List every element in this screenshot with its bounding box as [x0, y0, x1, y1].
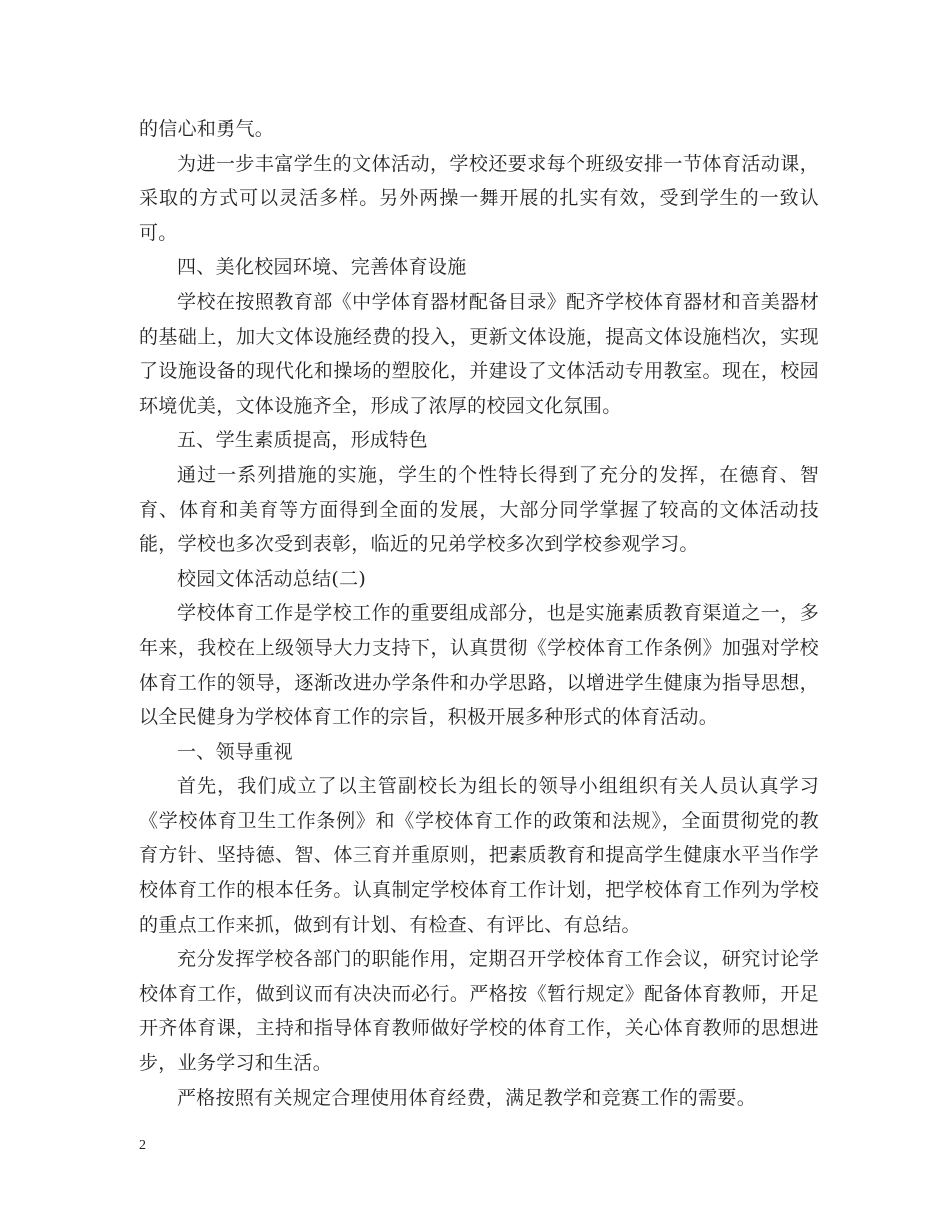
paragraph: 通过一系列措施的实施，学生的个性特长得到了充分的发挥，在德育、智育、体育和美育等方面得到全面的发展，大部分同学掌握了较高的文体活动技能，学校也多次受到表彰，临近的兄弟学校多次到学校参观学习。 — [139, 463, 819, 556]
document-subtitle: 校园文体活动总结(二) — [177, 567, 367, 590]
paragraph: 充分发挥学校各部门的职能作用，定期召开学校体育工作会议，研究讨论学校体育工作，做到议而有决决而必行。严格按《暂行规定》配备体育教师，开足开齐体育课，主持和指导体育教师做好学校的体育工作，关心体育教师的思想进步，业务学习和生活。 — [139, 948, 819, 1075]
paragraph: 学校在按照教育部《中学体育器材配备目录》配齐学校体育器材和音美器材的基础上，加大文体设施经费的投入，更新文体设施，提高文体设施档次，实现了设施设备的现代化和操场的塑胶化，并建设了文体活动专用教室。现在，校园环境优美，文体设施齐全，形成了浓厚的校园文化氛围。 — [139, 290, 819, 417]
paragraph: 首先，我们成立了以主管副校长为组长的领导小组组织有关人员认真学习《学校体育卫生工作条例》和《学校体育工作的政策和法规》，全面贯彻党的教育方针、坚持德、智、体三育并重原则，把素质教育和提高学生健康水平当作学校体育工作的根本任务。认真制定学校体育工作计划，把学校体育工作列为学校的重点工作来抓，做到有计划、有检查、有评比、有总结。 — [139, 775, 819, 936]
section-heading: 五、学生素质提高，形成特色 — [177, 429, 428, 452]
paragraph: 为进一步丰富学生的文体活动，学校还要求每个班级安排一节体育活动课，采取的方式可以灵活多样。另外两操一舞开展的扎实有效，受到学生的一致认可。 — [139, 152, 819, 244]
page-number: 2 — [139, 1138, 146, 1153]
section-heading: 四、美化校园环境、完善体育设施 — [177, 256, 467, 279]
section-heading: 一、领导重视 — [177, 740, 293, 763]
paragraph: 严格按照有关规定合理使用体育经费，满足教学和竞赛工作的需要。 — [177, 1086, 757, 1109]
paragraph: 的信心和勇气。 — [139, 118, 275, 140]
body-text — [139, 112, 819, 1115]
paragraph: 学校体育工作是学校工作的重要组成部分，也是实施素质教育渠道之一，多年来，我校在上级领导大力支持下，认真贯彻《学校体育工作条例》加强对学校体育工作的领导，逐渐改进办学条件和办学思路，以增进学生健康为指导思想，以全民健身为学校体育工作的宗旨，积极开展多种形式的体育活动。 — [139, 602, 819, 729]
